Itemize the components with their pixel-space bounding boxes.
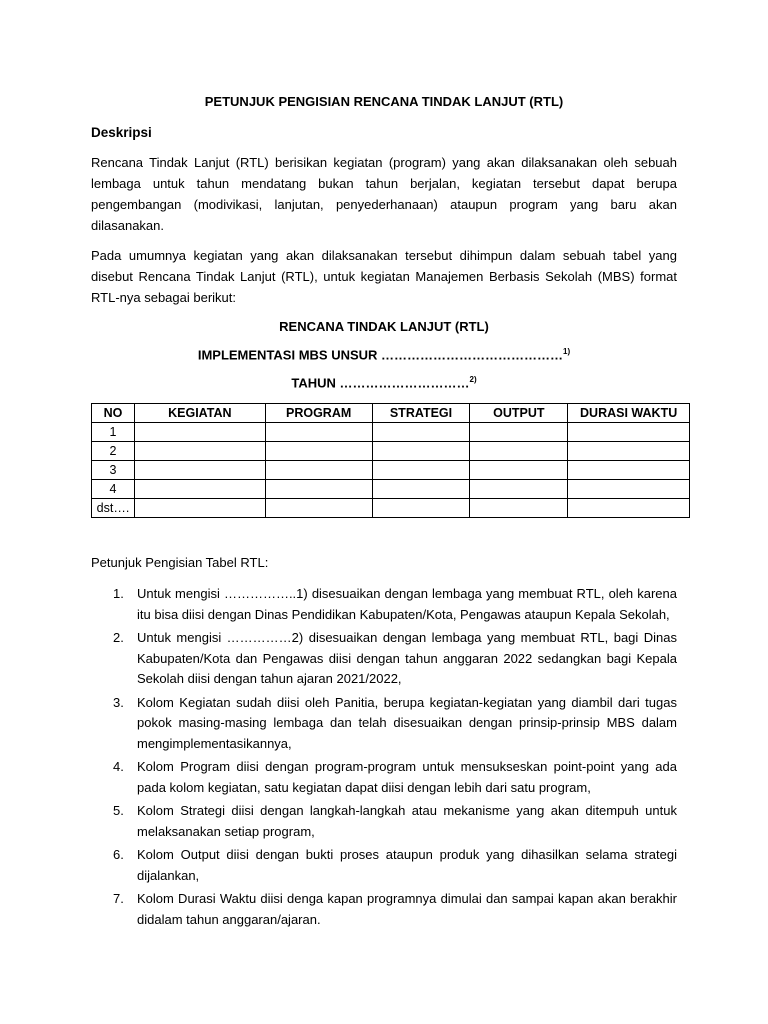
cell-output[interactable] <box>470 442 568 461</box>
list-item <box>91 757 677 798</box>
cell-kegiatan[interactable] <box>134 423 265 442</box>
table-row <box>92 499 690 518</box>
header-no: NO <box>92 404 135 423</box>
implementasi-text: IMPLEMENTASI MBS UNSUR …………………………………… <box>197 347 564 363</box>
header-program: PROGRAM <box>265 404 372 423</box>
list-item-text: Kolom Program diisi dengan program-program untuk mensukseskan point-point yang ada pada kolom kegiatan, satu kegiatan dapat diisi dengan lebih dari satu program, <box>137 759 677 795</box>
list-item <box>91 584 677 625</box>
tahun-text: TAHUN ………………………… <box>291 375 470 391</box>
header-output: OUTPUT <box>470 404 568 423</box>
list-item-text: Untuk mengisi ……………..1) disesuaikan dengan lembaga yang membuat RTL, oleh karena itu bisa diisi dengan Dinas Pendidikan Kabupaten/Kota, Pengawas ataupun Kepala Sekolah, <box>137 586 677 622</box>
table-row <box>92 461 690 480</box>
list-item-number: 6. <box>113 847 124 862</box>
table-row <box>92 480 690 499</box>
implementasi-line <box>0 347 768 362</box>
table-header-row <box>92 404 690 423</box>
cell-program[interactable] <box>265 461 372 480</box>
cell-program[interactable] <box>265 423 372 442</box>
list-item-text: Kolom Output diisi dengan bukti proses ataupun produk yang dihasilkan selama strategi dijalankan, <box>137 847 677 883</box>
cell-kegiatan[interactable] <box>134 499 265 518</box>
list-item-number: 1. <box>113 586 124 601</box>
list-item <box>91 845 677 886</box>
list-item-number: 7. <box>113 891 124 906</box>
cell-strategi[interactable] <box>372 423 470 442</box>
list-item-number: 4. <box>113 759 124 774</box>
document-title: PETUNJUK PENGISIAN RENCANA TINDAK LANJUT (RTL) <box>204 94 564 109</box>
instructions-list <box>91 584 677 933</box>
tahun-line <box>0 375 768 390</box>
list-item <box>91 628 677 690</box>
row-number: 3 <box>92 461 135 480</box>
row-number: 4 <box>92 480 135 499</box>
cell-durasi-waktu[interactable] <box>568 499 690 518</box>
cell-kegiatan[interactable] <box>134 442 265 461</box>
list-item <box>91 693 677 755</box>
header-kegiatan: KEGIATAN <box>134 404 265 423</box>
form-title: RENCANA TINDAK LANJUT (RTL) <box>279 319 489 334</box>
cell-program[interactable] <box>265 499 372 518</box>
cell-strategi[interactable] <box>372 480 470 499</box>
cell-strategi[interactable] <box>372 461 470 480</box>
cell-durasi-waktu[interactable] <box>568 461 690 480</box>
cell-durasi-waktu[interactable] <box>568 480 690 499</box>
cell-strategi[interactable] <box>372 442 470 461</box>
list-item-text: Kolom Durasi Waktu diisi denga kapan programnya dimulai dan sampai kapan akan berakhir didalam tahun anggaran/ajaran. <box>137 891 677 927</box>
header-durasi-waktu: DURASI WAKTU <box>568 404 690 423</box>
cell-strategi[interactable] <box>372 499 470 518</box>
list-item-number: 3. <box>113 694 124 710</box>
cell-output[interactable] <box>470 480 568 499</box>
list-item-text: Kolom Strategi diisi dengan langkah-langkah atau mekanisme yang akan ditempuh untuk melaksanakan setiap program, <box>137 803 677 839</box>
list-item-text: Untuk mengisi ……………2) disesuaikan dengan lembaga yang membuat RTL, bagi Dinas Kabupaten/Kota dan Pengawas diisi dengan tahun anggaran 2022 sedangkan bagi Kepala Sekolah diisi dengan tahun ajaran 2021/2022, <box>137 630 677 686</box>
list-item <box>91 801 677 842</box>
row-number: 2 <box>92 442 135 461</box>
header-strategi: STRATEGI <box>372 404 470 423</box>
cell-program[interactable] <box>265 480 372 499</box>
cell-output[interactable] <box>470 499 568 518</box>
description-paragraph-2: Pada umumnya kegiatan yang akan dilaksanakan tersebut dihimpun dalam sebuah tabel yang disebut Rencana Tindak Lanjut (RTL), untuk kegiatan Manajemen Berbasis Sekolah (MBS) format RTL-nya sebagai berikut: <box>91 248 677 305</box>
table-row <box>92 423 690 442</box>
list-item-text: Kolom Kegiatan sudah diisi oleh Panitia, berupa kegiatan-kegiatan yang diambil dari tugas pokok masing-masing lembaga dan telah disesuaikan dengan prinsip-prinsip MBS dalam mengimplementasikannya, <box>137 694 677 751</box>
cell-output[interactable] <box>470 423 568 442</box>
list-item-number: 5. <box>113 803 124 818</box>
cell-durasi-waktu[interactable] <box>568 423 690 442</box>
instructions-heading: Petunjuk Pengisian Tabel RTL: <box>91 555 269 570</box>
row-number: dst…. <box>92 499 135 518</box>
implementasi-footnote: 1) <box>563 347 571 356</box>
row-number: 1 <box>92 423 135 442</box>
list-item <box>91 889 677 930</box>
cell-durasi-waktu[interactable] <box>568 442 690 461</box>
cell-output[interactable] <box>470 461 568 480</box>
description-paragraph-1: Rencana Tindak Lanjut (RTL) berisikan kegiatan (program) yang akan dilaksanakan oleh sebuah lembaga untuk tahun mendatang bukan tahun berjalan, kegiatan tersebut dapat berupa pengembangan (modivikasi, lanjutan, penyederhanaan) ataupun program yang baru akan dilasanakan. <box>91 155 677 233</box>
tahun-footnote: 2) <box>469 375 477 384</box>
cell-kegiatan[interactable] <box>134 461 265 480</box>
rtl-table <box>91 403 690 518</box>
cell-kegiatan[interactable] <box>134 480 265 499</box>
table-row <box>92 442 690 461</box>
list-item-number: 2. <box>113 630 124 645</box>
description-heading: Deskripsi <box>91 125 152 140</box>
cell-program[interactable] <box>265 442 372 461</box>
